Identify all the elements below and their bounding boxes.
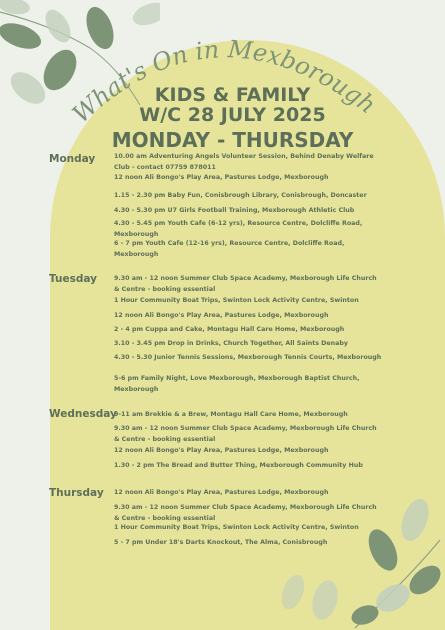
header-line-3: MONDAY - THURSDAY xyxy=(111,128,354,152)
script-title-text: What's On in Mexborough xyxy=(67,35,381,129)
event-item: 9.30 am - 12 noon Summer Club Space Academy, Mexborough Life Church & Centre - booking essential xyxy=(114,425,377,443)
event-item: 3.10 - 3.45 pm Drop in Drinks, Church Together, All Saints Denaby xyxy=(114,340,348,347)
event-item: 9.30 am - 12 noon Summer Club Space Academy, Mexborough Life Church & Centre - booking essential xyxy=(114,275,377,293)
event-item: 4.30 - 5.45 pm Youth Cafe (6-12 yrs), Resource Centre, Dolcliffe Road, Mexborough xyxy=(114,220,363,238)
event-item: 10.00 am Adventuring Angels Volunteer Session, Behind Denaby Welfare Club - contact 07759 878011 xyxy=(114,153,374,171)
event-item: 1.15 - 2.30 pm Baby Fun, Conisbrough Library, Conisbrough, Doncaster xyxy=(114,192,367,199)
event-item: 2 - 4 pm Cuppa and Cake, Montagu Hall Care Home, Mexborough xyxy=(114,326,345,333)
event-item: 5-6 pm Family Night, Love Mexborough, Mexborough Baptist Church, Mexborough xyxy=(114,375,360,393)
day-label-wednesday: Wednesday xyxy=(49,408,117,420)
day-label-monday: Monday xyxy=(49,153,96,165)
event-item: 9-11 am Brekkie & a Brew, Montagu Hall Care Home, Mexborough xyxy=(114,411,348,418)
day-label-tuesday: Tuesday xyxy=(49,273,97,285)
event-item: 1 Hour Community Boat Trips, Swinton Lock Activity Centre, Swinton xyxy=(114,524,359,531)
event-item: 12 noon Ali Bongo's Play Area, Pastures Lodge, Mexborough xyxy=(114,312,329,319)
event-item: 1.30 - 2 pm The Bread and Butter Thing, Mexborough Community Hub xyxy=(114,462,363,469)
event-item: 4.30 - 5.30 Junior Tennis Sessions, Mexborough Tennis Courts, Mexborough xyxy=(114,354,382,361)
event-item: 5 - 7 pm Under 18's Darts Knockout, The Alma, Conisbrough xyxy=(114,539,328,546)
event-item: 12 noon Ali Bongo's Play Area, Pastures Lodge, Mexborough xyxy=(114,447,329,454)
header-line-2: W/C 28 JULY 2025 xyxy=(139,104,326,126)
event-item: 6 - 7 pm Youth Cafe (12-16 yrs), Resource Centre, Dolcliffe Road, Mexborough xyxy=(114,240,345,258)
header-line-1: KIDS & FAMILY xyxy=(154,84,311,106)
event-item: 12 noon Ali Bongo's Play Area, Pastures Lodge, Mexborough xyxy=(114,489,329,496)
event-item: 1 Hour Community Boat Trips, Swinton Lock Activity Centre, Swinton xyxy=(114,297,359,304)
event-item: 12 noon Ali Bongo's Play Area, Pastures Lodge, Mexborough xyxy=(114,174,329,181)
event-item: 4.30 - 5.30 pm U7 Girls Football Training, Mexborough Athletic Club xyxy=(114,207,355,214)
event-item: 9.30 am - 12 noon Summer Club Space Academy, Mexborough Life Church & Centre - booking essential xyxy=(114,504,377,522)
day-label-thursday: Thursday xyxy=(49,487,104,499)
